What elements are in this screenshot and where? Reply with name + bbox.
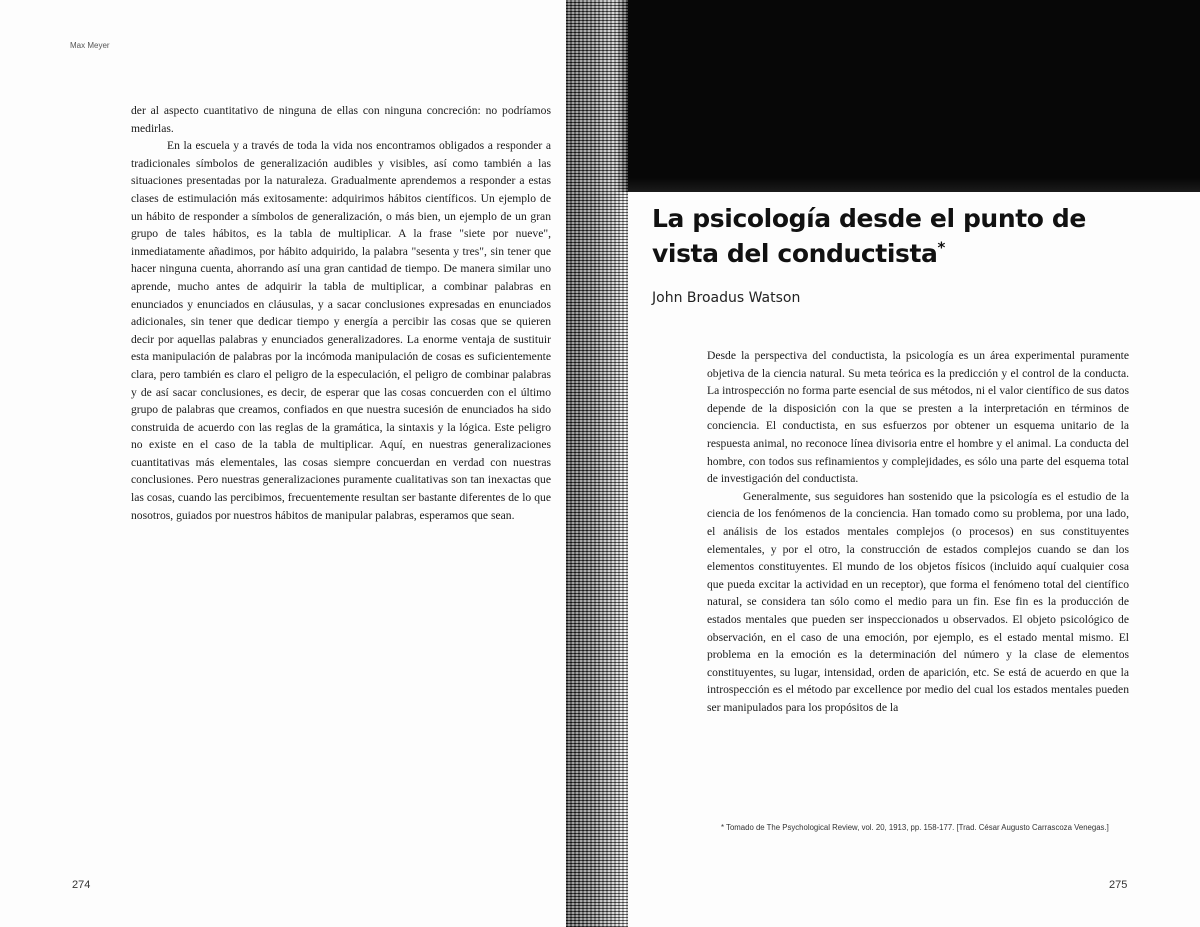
page-number: 274 — [72, 879, 91, 891]
paragraph: Generalmente, sus seguidores han sostenido que la psicología es el estudio de la ciencia de los fenómenos de la conciencia. Han tomado como su problema, por una lado, el análisis de los estados mentales complejos (o procesos) en sus constituyentes elementales, y por el otro, la construcción de estados complejos cuando se dan los elementos constituyentes. El mundo de los objetos físicos (incluido aquí cualquier cosa que pueda excitar la actividad en un receptor), que forma el fenómeno total del científico natural, se considera tan sólo como el medio para un fin. Ese fin es la producción de estados mentales que pueden ser inspeccionados u observados. El objeto psicológico de observación, en el caso de una emoción, por ejemplo, es el estado mental mismo. El problema en la emoción es la determinación del número y la clase de elementos constituyentes, su lugar, intensidad, orden de aparición, etc. Se está de acuerdo en que la introspección es el método par excellence por medio del cual los estados mentales pueden ser manipulados para los propósitos de la — [707, 489, 1129, 714]
title-text: La psicología desde el punto de vista del conductista — [652, 204, 1086, 268]
article-title — [652, 201, 1122, 271]
left-page — [0, 0, 566, 927]
paragraph: Desde la perspectiva del conductista, la psicología es un área experimental puramente objetiva de la ciencia natural. Su meta teórica es la predicción y el control de la conducta. La introspección no forma parte esencial de sus métodos, ni el valor científico de sus datos depende de la disposición con la que se presten a la interpretación en términos de conciencia. El conductista, en sus esfuerzos por obtener un esquema unitario de la respuesta animal, no reconoce línea divisoria entre el hombre y el animal. La conducta del hombre, con todos sus refinamientos y complejidades, es sólo una parte del esquema total de investigación del conductista. — [707, 349, 1129, 486]
right-body-text — [707, 347, 1129, 716]
page-number: 275 — [1109, 879, 1128, 891]
book-gutter-shadow — [566, 0, 628, 927]
left-body-text — [131, 102, 551, 524]
scan-shadow-block — [566, 0, 1200, 192]
right-page — [566, 0, 1200, 927]
footnote: * Tomado de The Psychological Review, vol. 20, 1913, pp. 158-177. [Trad. César Augusto Carrascoza Venegas.] — [721, 823, 1109, 832]
running-head: Max Meyer — [70, 41, 110, 50]
author-name: John Broadus Watson — [652, 290, 801, 306]
paragraph: En la escuela y a través de toda la vida nos encontramos obligados a responder a tradicionales símbolos de generalización audibles y visibles, así como también a las situaciones presentadas por la naturaleza. Gradualmente aprendemos a responder a estas clases de estimulación más exitosamente: adquirimos hábitos científicos. Un ejemplo de un hábito de responder a símbolos de generalización, o más bien, un ejemplo de un gran grupo de tales hábitos, es la tabla de multiplicar. A la frase "siete por nueve", inmediatamente añadimos, por hábito adquirido, la palabra "sesenta y tres", sin tener que hacer ninguna cuenta, ahorrando así una gran cantidad de tiempo. De manera similar uno aprende, mucho antes de adquirir la tabla de multiplicar, a combinar palabras en enunciados y enunciados en cláusulas, y a sacar conclusiones expresadas en enunciados adicionales, sin tener que dedicar tiempo y energía a percibir las cosas que se quieren decir por aquellas palabras y enunciados generalizadores. La enorme ventaja de sustituir esta manipulación de palabras por la incómoda manipulación de cosas es suficientemente clara, pero también es claro el peligro de la especulación, el peligro de combinar palabras y de así sacar conclusiones, es decir, de esperar que las cosas concuerden con el último grupo de palabras que creamos, confiados en que nuestra sucesión de enunciados ha sido construida de acuerdo con las reglas de la gramática, la sintaxis y la lógica. Este peligro no existe en el caso de la tabla de multiplicar. Aquí, en nuestras generalizaciones cuantitativas más elementales, las cosas siempre concuerdan en verdad con nuestras conclusiones. Pero nuestras generalizaciones puramente cualitativas son tan inexactas que las cosas, cuando las percibimos, frecuentemente resultan ser bastante diferentes de lo que nosotros, guiados por nuestros hábitos de manipular palabras, esperamos que sean. — [131, 139, 551, 522]
paragraph: der al aspecto cuantitativo de ninguna de ellas con ninguna concreción: no podríamos medirlas. — [131, 104, 551, 135]
title-footnote-marker: * — [937, 238, 945, 257]
